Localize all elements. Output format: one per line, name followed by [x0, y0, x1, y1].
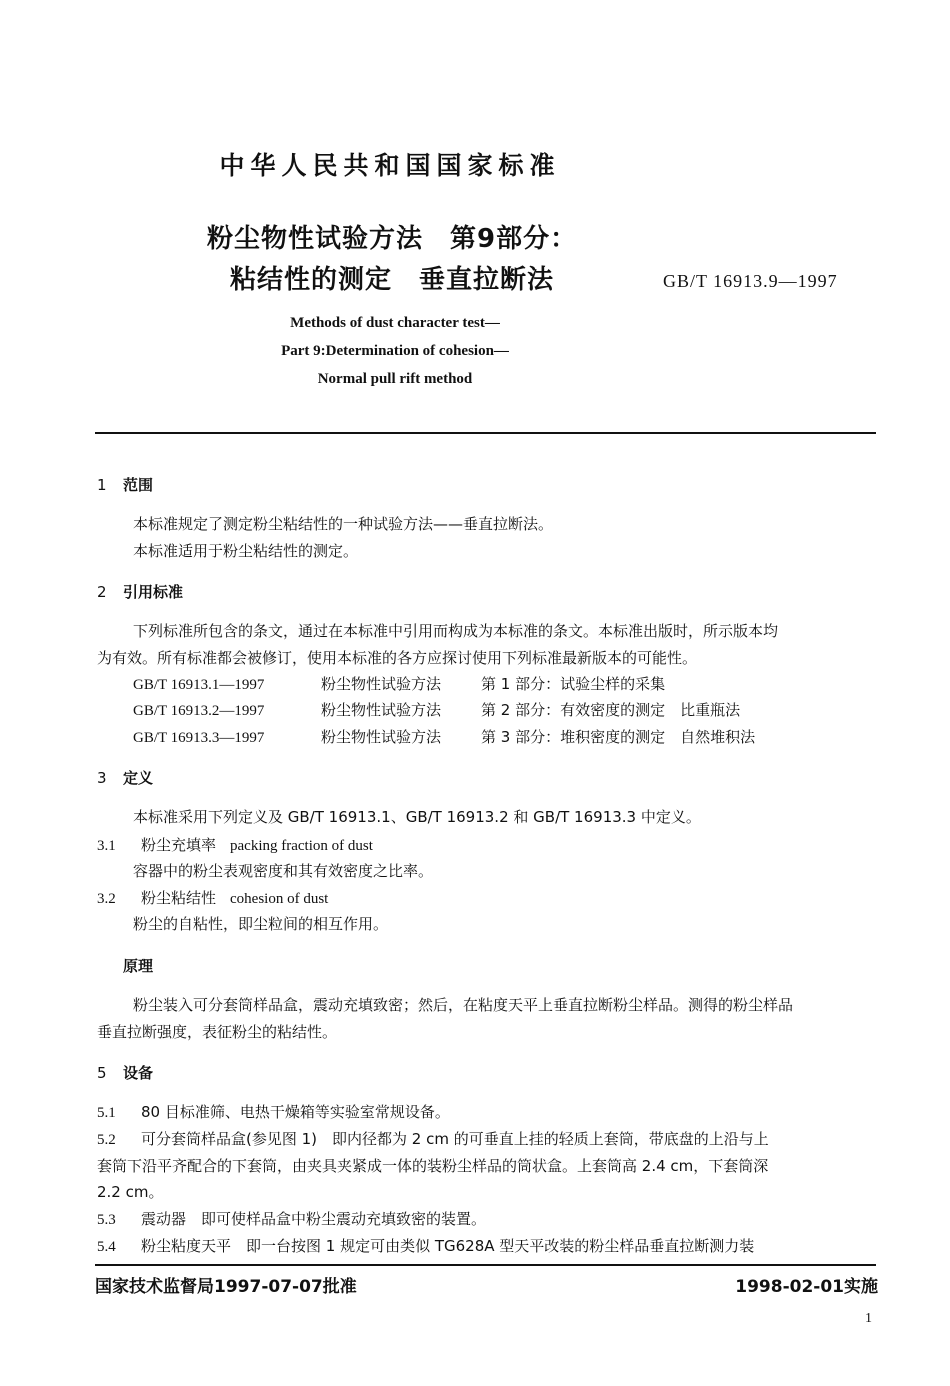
definition-term — [97, 834, 373, 855]
document-title-line2: 粘结性的测定 垂直拉断法 — [230, 265, 555, 295]
english-title-line1: Methods of dust character test— — [290, 315, 500, 331]
section-1-heading — [97, 474, 153, 495]
reference-name: 粉尘物性试验方法 — [321, 675, 442, 693]
term-en: cohesion of dust — [230, 891, 329, 907]
document-title-line1: 粉尘物性试验方法 第9部分： — [207, 224, 578, 254]
equipment-item — [97, 1235, 754, 1256]
item-number: 5.3 — [97, 1212, 116, 1228]
section-number: 5 — [97, 1064, 107, 1082]
section-4-heading: 原理 — [123, 957, 154, 975]
paragraph: 为有效。所有标准都会被修订，使用本标准的各方应探讨使用下列标准最新版本的可能性。 — [97, 649, 698, 667]
section-number: 1 — [97, 476, 107, 494]
term-cn: 粉尘充填率 — [141, 836, 217, 854]
reference-part: 第 2 部分：有效密度的测定 比重瓶法 — [481, 701, 741, 719]
term-number: 3.1 — [97, 838, 116, 854]
item-text: 80 目标准筛、电热干燥箱等实验室常规设备。 — [141, 1103, 450, 1121]
approval-date: 国家技术监督局1997-07-07批准 — [95, 1277, 357, 1297]
reference-item — [133, 726, 755, 747]
reference-item — [133, 673, 665, 694]
equipment-item-continued: 套筒下沿平齐配合的下套筒，由夹具夹紧成一体的装粉尘样品的筒状盒。上套筒高 2.4 cm，下套筒深 — [97, 1157, 769, 1175]
reference-item — [133, 699, 740, 720]
section-3-heading — [97, 767, 153, 788]
section-title: 范围 — [123, 476, 154, 494]
reference-code: GB/T 16913.2—1997 — [133, 703, 265, 719]
national-standard-heading: 中华人民共和国国家标准 — [219, 151, 561, 180]
paragraph: 垂直拉断强度，表征粉尘的粘结性。 — [97, 1023, 338, 1041]
header-divider — [95, 432, 876, 434]
paragraph: 本标准适用于粉尘粘结性的测定。 — [133, 542, 359, 560]
equipment-item — [97, 1128, 769, 1149]
section-5-heading — [97, 1062, 153, 1083]
paragraph: 下列标准所包含的条文，通过在本标准中引用而构成为本标准的条文。本标准出版时，所示版本均 — [133, 622, 779, 640]
section-title: 引用标准 — [123, 583, 184, 601]
section-number: 3 — [97, 769, 107, 787]
term-cn: 粉尘粘结性 — [141, 889, 217, 907]
term-en: packing fraction of dust — [230, 838, 373, 854]
term-definition: 容器中的粉尘表观密度和其有效密度之比率。 — [133, 862, 434, 880]
reference-name: 粉尘物性试验方法 — [321, 701, 442, 719]
section-number: 2 — [97, 583, 107, 601]
reference-name: 粉尘物性试验方法 — [321, 728, 442, 746]
footer-divider — [95, 1264, 876, 1266]
paragraph: 本标准规定了测定粉尘粘结性的一种试验方法——垂直拉断法。 — [133, 515, 554, 533]
item-text: 震动器 即可使样品盒中粉尘震动充填致密的装置。 — [141, 1210, 487, 1228]
reference-code: GB/T 16913.1—1997 — [133, 677, 265, 693]
reference-part: 第 3 部分：堆积密度的测定 自然堆积法 — [481, 728, 756, 746]
english-title-line3: Normal pull rift method — [317, 371, 473, 387]
implementation-date: 1998-02-01实施 — [735, 1277, 878, 1297]
english-title-line2: Part 9:Determination of cohesion— — [281, 343, 509, 359]
equipment-item — [97, 1208, 486, 1229]
item-text: 粉尘粘度天平 即一台按图 1 规定可由类似 TG628A 型天平改装的粉尘样品垂直拉断测力装 — [141, 1237, 755, 1255]
section-2-heading — [97, 581, 183, 602]
equipment-item — [97, 1101, 450, 1122]
item-number: 5.1 — [97, 1105, 116, 1121]
reference-code: GB/T 16913.3—1997 — [133, 730, 265, 746]
paragraph: 粉尘装入可分套筒样品盒，震动充填致密；然后，在粘度天平上垂直拉断粉尘样品。测得的粉尘样品 — [133, 996, 794, 1014]
definition-term — [97, 887, 328, 908]
section-title: 定义 — [123, 769, 154, 787]
reference-part: 第 1 部分：试验尘样的采集 — [481, 675, 666, 693]
paragraph: 本标准采用下列定义及 GB/T 16913.1、GB/T 16913.2 和 GB/T 16913.3 中定义。 — [133, 808, 701, 826]
item-text: 可分套筒样品盒(参见图 1) 即内径都为 2 cm 的可垂直上挂的轻质上套筒，带底盘的上沿与上 — [141, 1130, 769, 1148]
section-title: 设备 — [123, 1064, 154, 1082]
term-definition: 粉尘的自粘性，即尘粒间的相互作用。 — [133, 915, 389, 933]
item-number: 5.4 — [97, 1239, 116, 1255]
term-number: 3.2 — [97, 891, 116, 907]
standard-code: GB/T 16913.9—1997 — [663, 271, 838, 291]
page-number: 1 — [865, 1311, 872, 1326]
equipment-item-continued: 2.2 cm。 — [97, 1183, 164, 1201]
item-number: 5.2 — [97, 1132, 116, 1148]
